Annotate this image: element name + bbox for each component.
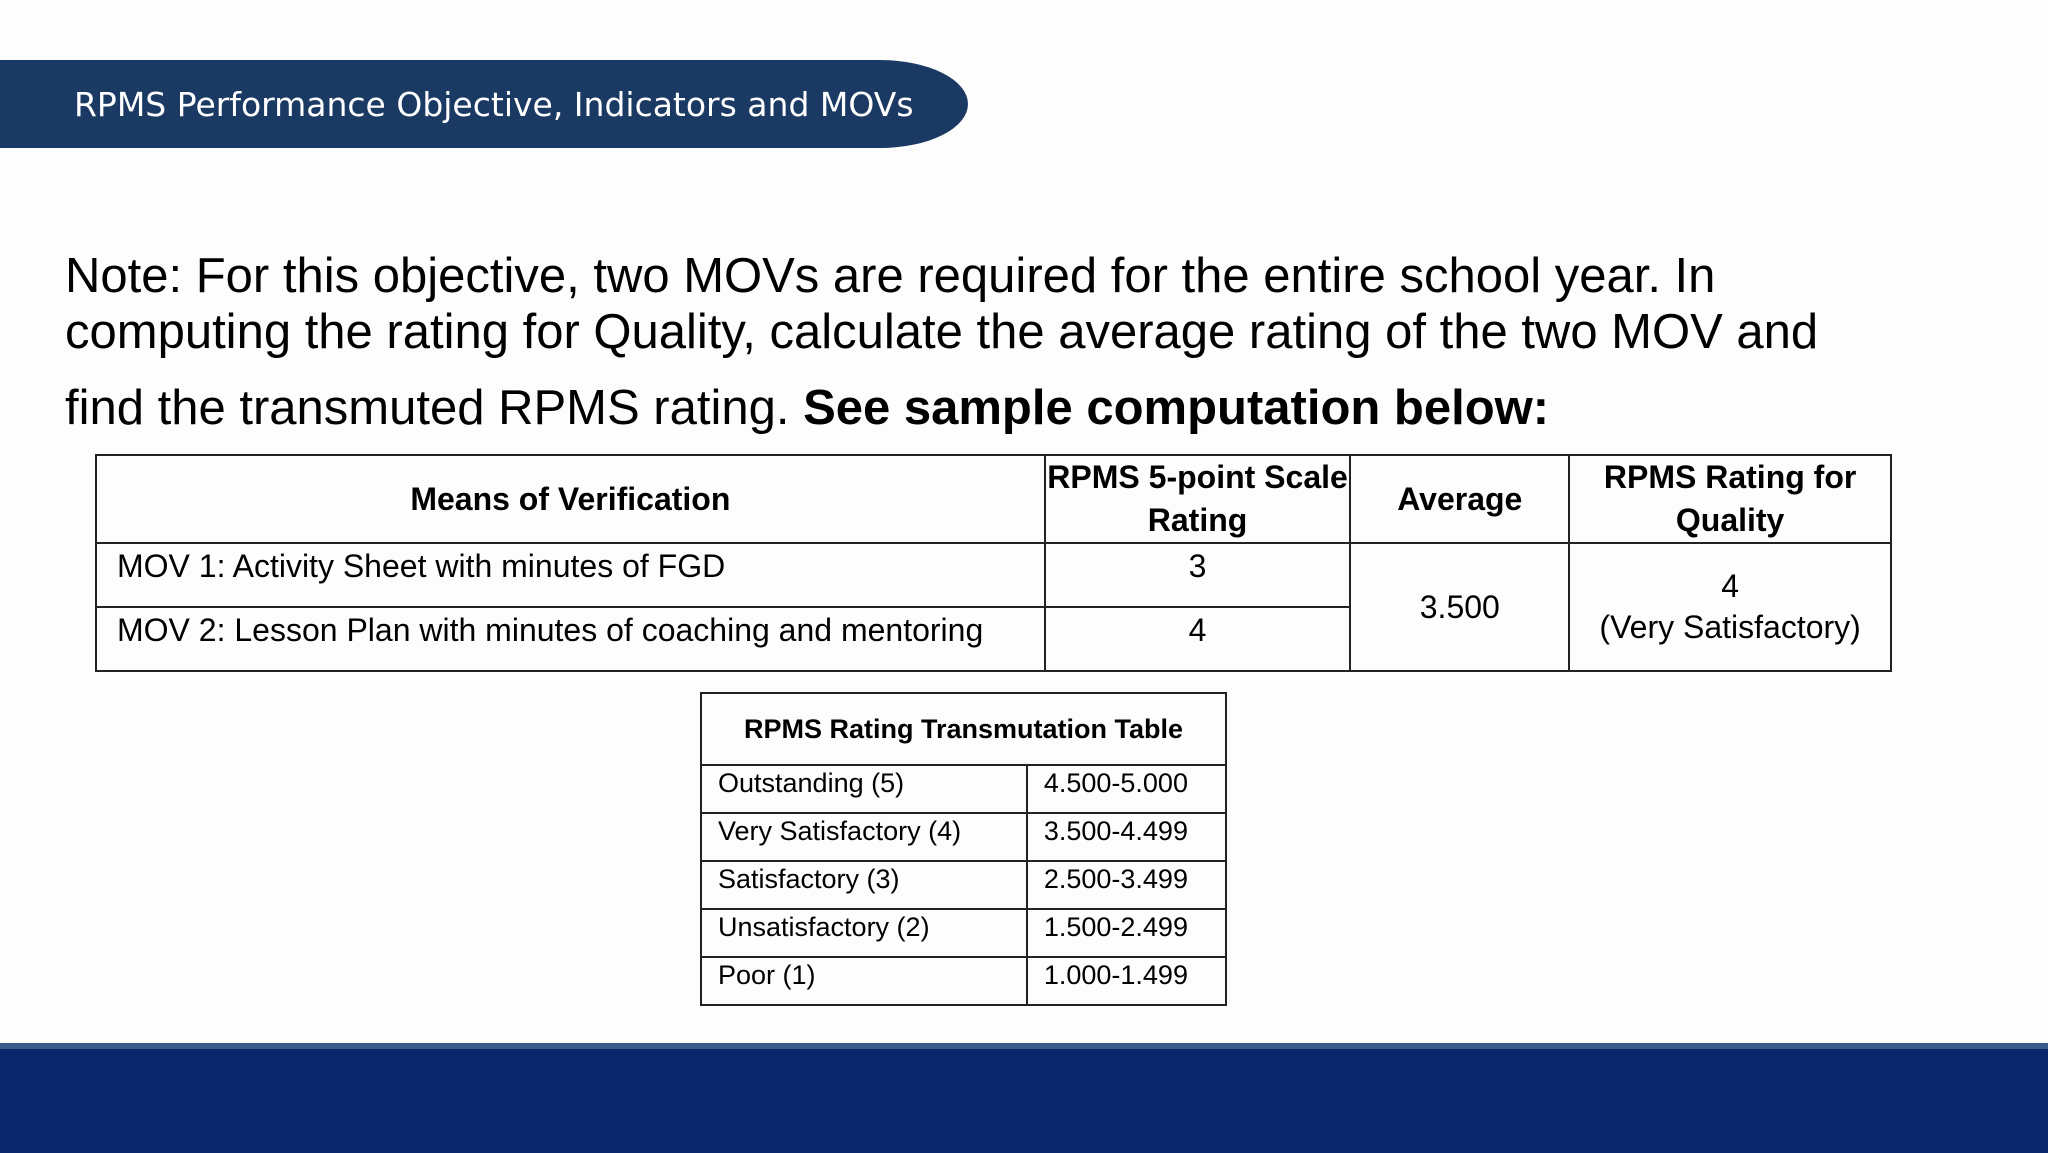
note-emphasis: See sample computation below: [803,381,1550,435]
transmutation-label: Very Satisfactory (4) [701,813,1027,861]
title-banner [0,60,968,148]
note-paragraph [65,248,1965,436]
mov-table [95,454,1892,672]
header-5-point-rating: RPMS 5-point Scale Rating [1045,455,1351,543]
table-row [96,543,1891,607]
mov-1-name: MOV 1: Activity Sheet with minutes of FGD [96,543,1045,607]
transmutation-range: 4.500-5.000 [1027,765,1226,813]
table-row [701,861,1226,909]
transmutation-label: Poor (1) [701,957,1027,1005]
note-line-3-text: find the transmuted RPMS rating. [65,381,804,435]
transmutation-header-row [701,693,1226,765]
transmutation-range: 2.500-3.499 [1027,861,1226,909]
table-row [701,909,1226,957]
note-line-1: Note: For this objective, two MOVs are required for the entire school year. In [65,249,1716,303]
header-means-of-verification: Means of Verification [96,455,1045,543]
note-line-2: computing the rating for Quality, calculate the average rating of the two MOV and [65,305,1819,359]
transmutation-range: 3.500-4.499 [1027,813,1226,861]
quality-rating-label: (Very Satisfactory) [1599,609,1861,645]
mov-2-rating: 4 [1045,607,1351,671]
table-row [701,957,1226,1005]
footer-bar [0,1049,2048,1153]
average-value: 3.500 [1350,543,1569,671]
table-row [701,813,1226,861]
header-rating-for-quality: RPMS Rating for Quality [1569,455,1891,543]
transmutation-title: RPMS Rating Transmutation Table [701,693,1226,765]
transmutation-label: Unsatisfactory (2) [701,909,1027,957]
header-average: Average [1350,455,1569,543]
transmutation-range: 1.500-2.499 [1027,909,1226,957]
table-row [701,765,1226,813]
transmutation-table [700,692,1227,1006]
mov-2-name: MOV 2: Lesson Plan with minutes of coaching and mentoring [96,607,1045,671]
slide-title: RPMS Performance Objective, Indicators and MOVs [74,84,914,124]
mov-table-header-row [96,455,1891,543]
quality-rating-cell [1569,543,1891,671]
transmutation-label: Outstanding (5) [701,765,1027,813]
mov-1-rating: 3 [1045,543,1351,607]
transmutation-range: 1.000-1.499 [1027,957,1226,1005]
transmutation-label: Satisfactory (3) [701,861,1027,909]
quality-rating-value: 4 [1721,568,1739,604]
note-line-3 [65,380,1965,436]
